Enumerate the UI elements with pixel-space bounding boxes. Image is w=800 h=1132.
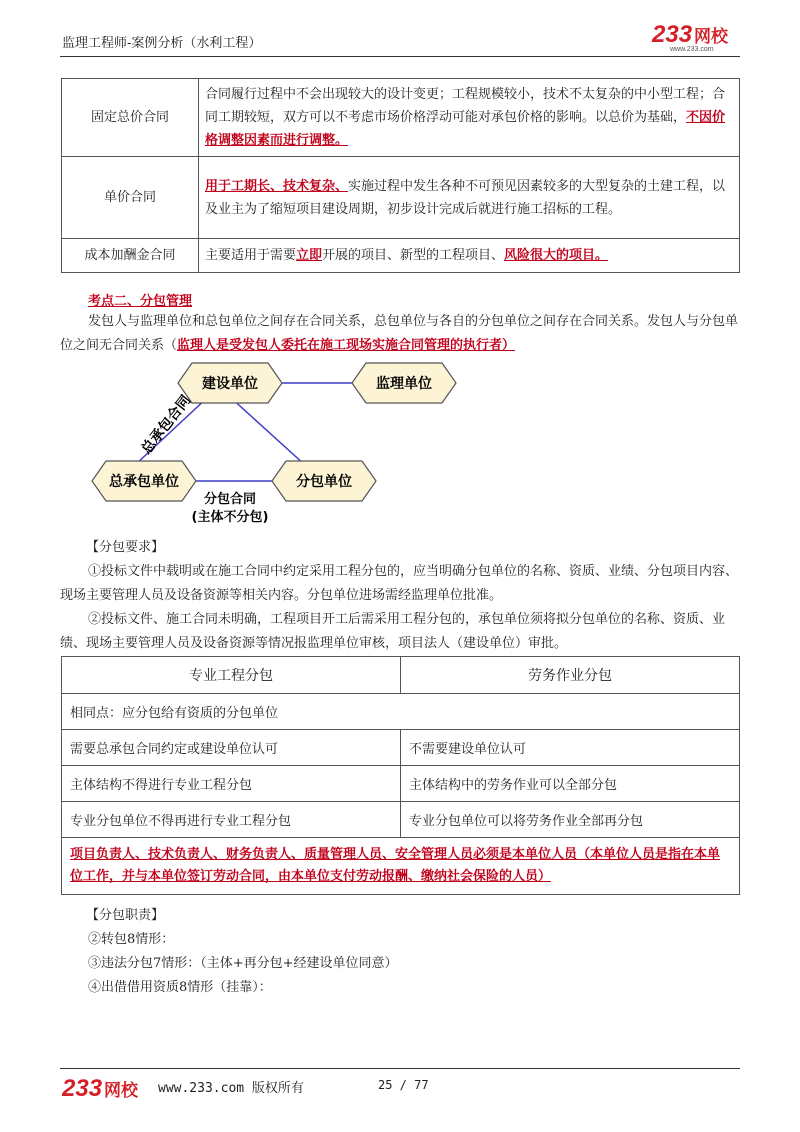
requirement-item: ①投标文件中载明或在施工合同中约定采用工程分包的，应当明确分包单位的名称、资质、业绩、分包项目内容、现场主要管理人员及设备资源等相关内容。分包单位进场需经监理单位批准。 [60, 564, 739, 603]
node-general-label: 总承包单位 [109, 474, 179, 490]
logo-number: 233 [652, 21, 693, 48]
contract-name: 成本加酬金合同 [62, 239, 199, 273]
brand-logo [650, 18, 740, 52]
highlight-text: 监理人是受发包人委托在施工现场实施合同管理的执行者） [177, 338, 516, 353]
duty-item: ②转包8情形： [88, 932, 175, 947]
edge-sub-note: (主体不分包) [191, 510, 269, 525]
highlight-text: 用于工期长、技术复杂、 [205, 178, 349, 194]
footer-logo-number: 233 [62, 1075, 103, 1102]
table-cell: 不需要建设单位认可 [401, 730, 740, 766]
contract-name: 单价合同 [62, 157, 199, 239]
node-supervisor [352, 363, 456, 403]
node-owner [178, 363, 282, 403]
contract-description: 主要适用于需要立即开展的项目、新型的工程项目、风险很大的项目。 [199, 239, 740, 273]
footer-logo-text: 网校 [104, 1081, 138, 1101]
duty-item: ④出借借用资质8情形（挂靠）： [88, 980, 272, 995]
table-row [62, 157, 740, 239]
table-header-row [62, 657, 740, 694]
duty-item: ③违法分包7情形：（主体+再分包+经建设单位同意） [88, 956, 398, 971]
highlight-text: 风险很大的项目。 [504, 248, 609, 263]
node-sub [272, 461, 376, 501]
section-paragraph: 发包人与监理单位和总包单位之间存在合同关系，总包单位与各自的分包单位之间存在合同关系。发包人与分包单位之间无合同关系（监理人是受发包人委托在施工现场实施合同管理的执行者） [60, 314, 739, 353]
subcontract-compare-table [61, 656, 740, 895]
logo-text: 网校 [694, 27, 728, 47]
contract-name: 固定总价合同 [62, 79, 199, 157]
edge-general-label: 总承包合同 [138, 392, 195, 458]
highlight-text: 立即 [296, 248, 323, 263]
node-general [92, 461, 196, 501]
requirement-item: ②投标文件、施工合同未明确，工程项目开工后需采用工程分包的，承包单位须将拟分包单位的名称、资质、业绩、现场主要管理人员及设备资源等情况报监理单位审核，项目法人（建设单位）审批。 [60, 612, 726, 651]
contract-description: 合同履行过程中不会出现较大的设计变更；工程规模较小，技术不太复杂的中小型工程；合同工期较短，双方可以不考虑市场价格浮动可能对承包价格的影响。以总价为基础，不因价格调整因素而进行调整。 [199, 79, 740, 157]
table-cell: 需要总承包合同约定或建设单位认可 [62, 730, 401, 766]
contract-description: 用于工期长、技术复杂、实施过程中发生各种不可预见因素较多的大型复杂的土建工程，以及业主为了缩短项目建设周期，初步设计完成后就进行施工招标的工程。 [199, 157, 740, 239]
table-cell: 主体结构中的劳务作业可以全部分包 [401, 766, 740, 802]
table-row [62, 694, 740, 730]
node-sub-label: 分包单位 [296, 474, 352, 490]
footer-logo [62, 1072, 148, 1102]
duties-heading: 【分包职责】 [86, 908, 165, 923]
table-row [62, 239, 740, 273]
table-row [62, 838, 740, 895]
table-cell: 主体结构不得进行专业工程分包 [62, 766, 401, 802]
footer-copyright: www.233.com 版权所有 [158, 1081, 304, 1096]
page-number: 25 / 77 [378, 1078, 429, 1092]
column-header: 专业工程分包 [62, 657, 401, 694]
document-header-title: 监理工程师-案例分析（水利工程） [62, 36, 262, 51]
table-row [62, 766, 740, 802]
table-row [62, 730, 740, 766]
table-cell: 专业分包单位可以将劳务作业全部再分包 [401, 802, 740, 838]
header-divider [60, 56, 740, 57]
column-header: 劳务作业分包 [401, 657, 740, 694]
requirements-heading: 【分包要求】 [86, 540, 165, 555]
node-supervisor-label: 监理单位 [376, 376, 432, 392]
contract-relationship-diagram [80, 355, 480, 535]
common-point-cell: 相同点：应分包给有资质的分包单位 [62, 694, 740, 730]
table-row [62, 802, 740, 838]
table-cell: 专业分包单位不得再进行专业工程分包 [62, 802, 401, 838]
edge-owner-sub [230, 397, 305, 465]
footer-divider [60, 1068, 740, 1069]
node-owner-label: 建设单位 [202, 376, 258, 392]
edge-sub-label: 分包合同 [203, 492, 257, 507]
section-title: 考点二、分包管理 [88, 294, 193, 309]
table-row [62, 79, 740, 157]
logo-url: www.233.com [670, 46, 714, 52]
contract-type-table [61, 78, 740, 273]
highlight-text: 不因价格调整因素而进行调整。 [205, 110, 726, 148]
personnel-note-cell: 项目负责人、技术负责人、财务负责人、质量管理人员、安全管理人员必须是本单位人员（本单位人员是指在本单位工作，并与本单位签订劳动合同，由本单位支付劳动报酬、缴纳社会保险的人员） [62, 838, 740, 895]
